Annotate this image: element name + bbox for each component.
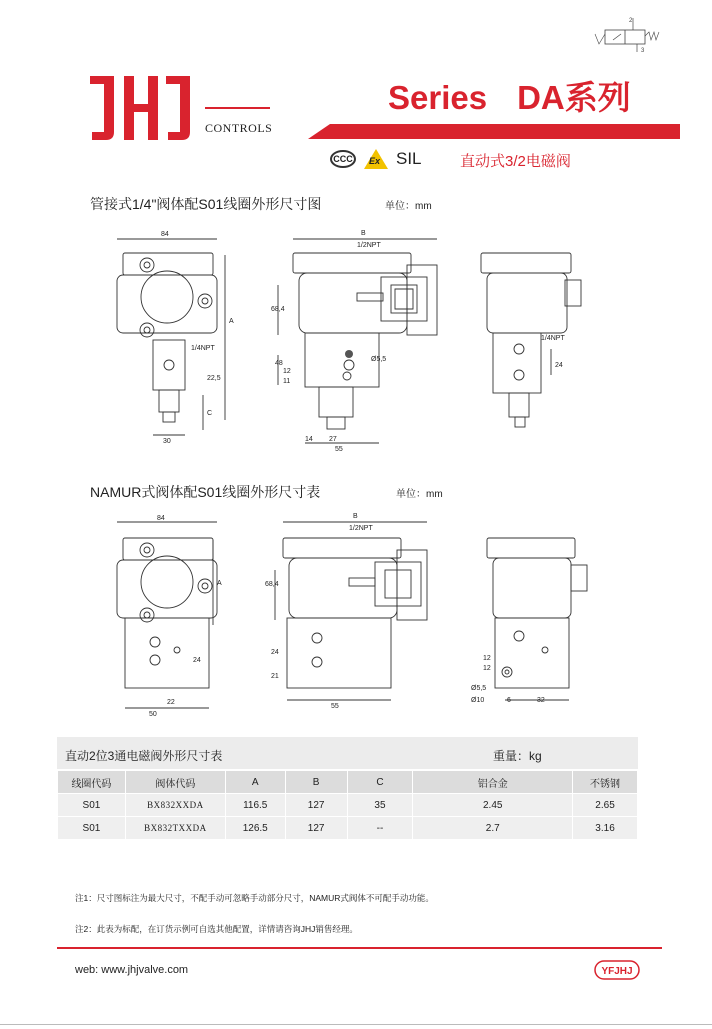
table-cell: 3.16	[573, 817, 638, 840]
col-header: C	[347, 771, 413, 794]
dim-right-npt-label: 1/4NPT	[541, 335, 565, 342]
logo-divider	[205, 107, 270, 109]
table-cell: S01	[58, 817, 126, 840]
series-name: DA系列	[517, 79, 631, 116]
col-header: 线圈代码	[58, 771, 126, 794]
dim-5-5-label: Ø5,5	[371, 356, 387, 363]
table-cell: BX832XXDA	[125, 794, 225, 817]
ex-cert-icon: Ex	[364, 149, 388, 169]
table-cell: BX832TXXDA	[125, 817, 225, 840]
namur-dim-6-label: 6	[507, 697, 511, 704]
section1-title: 管接式1/4"阀体配S01线圈外形尺寸图	[90, 196, 322, 212]
col-header: B	[285, 771, 347, 794]
table-cell: 35	[347, 794, 413, 817]
table-header-row	[58, 771, 638, 794]
namur-dim-55-label: 55	[331, 703, 339, 710]
table-title-row	[57, 737, 638, 770]
col-header: A	[225, 771, 285, 794]
dim-14-label: 14	[305, 436, 313, 443]
dim-48-label: 48	[275, 360, 283, 367]
title-red-band	[308, 124, 680, 139]
table-cell: 116.5	[225, 794, 285, 817]
namur-dim-22-label: 22	[167, 699, 175, 706]
dim-27-label: 27	[329, 436, 337, 443]
namur-dim-32-label: 32	[537, 697, 545, 704]
dim-a-label: A	[229, 318, 234, 325]
namur-dim-24b-label: 24	[271, 649, 279, 656]
table-cell: S01	[58, 794, 126, 817]
section2-title: NAMUR式阀体配S01线圈外形尺寸表	[90, 484, 321, 500]
namur-dim-12a-label: 12	[483, 655, 491, 662]
dim-24-label: 24	[555, 362, 563, 369]
dim-b-label: B	[361, 230, 366, 237]
dim-84-label: 84	[161, 231, 169, 238]
dim-half-npt-label: 1/2NPT	[357, 242, 381, 249]
svg-text:YFJHJ: YFJHJ	[601, 966, 633, 977]
dimension-table	[57, 737, 638, 840]
section1-unit: 单位：mm	[385, 201, 432, 212]
controls-label: CONTROLS	[205, 121, 273, 135]
namur-dim-b-label: B	[353, 513, 358, 520]
section1-drawing	[95, 225, 655, 455]
yfjhj-badge-icon	[594, 960, 640, 980]
dim-30-label: 30	[163, 438, 171, 445]
note-1: 注1：尺寸图标注为最大尺寸，不配手动可忽略手动部分尺寸，NAMUR式阀体不可配手动功能。	[75, 893, 434, 903]
table-row	[58, 794, 638, 817]
ccc-cert-icon: CCC	[330, 150, 356, 168]
section2-unit: 单位：mm	[396, 489, 443, 500]
col-header: 阀体代码	[125, 771, 225, 794]
col-header: 不锈钢	[573, 771, 638, 794]
namur-dim-5-5-label: Ø5,5	[471, 685, 487, 692]
website-link[interactable]: web: www.jhjvalve.com	[75, 964, 189, 976]
table-title: 直动2位3通电磁阀外形尺寸表	[65, 749, 223, 763]
table-cell: 127	[285, 817, 347, 840]
dim-12-label: 12	[283, 368, 291, 375]
table-cell: 127	[285, 794, 347, 817]
jhj-logo-mark	[86, 74, 194, 142]
col-header: 铝合金	[413, 771, 573, 794]
table-cell: 2.65	[573, 794, 638, 817]
table-cell: 126.5	[225, 817, 285, 840]
table-cell: --	[347, 817, 413, 840]
sil-cert-label: SIL	[396, 149, 422, 168]
namur-dim-84-label: 84	[157, 515, 165, 522]
page-bottom-line	[0, 1024, 712, 1025]
table-cell: 2.45	[413, 794, 573, 817]
dim-quarter-npt-label: 1/4NPT	[191, 345, 215, 352]
table-weight-label: 重量：kg	[493, 749, 542, 763]
table-cell: 2.7	[413, 817, 573, 840]
namur-dim-a-label: A	[217, 580, 222, 587]
namur-dim-68-4-label: 68,4	[265, 581, 279, 588]
footer-red-line	[57, 947, 662, 949]
namur-dim-21-label: 21	[271, 673, 279, 680]
series-label: Series	[388, 79, 488, 116]
namur-dim-12b-label: 12	[483, 665, 491, 672]
svg-text:3: 3	[641, 48, 645, 54]
namur-dim-24-label: 24	[193, 657, 201, 664]
section2-drawing	[95, 510, 655, 720]
svg-text:2: 2	[629, 18, 633, 24]
note-2: 注2：此表为标配，在订货示例可自选其他配置，详情请咨询JHJ销售经理。	[75, 924, 358, 934]
namur-dim-10-label: Ø10	[471, 697, 485, 704]
certification-row	[330, 148, 422, 170]
table-row	[58, 817, 638, 840]
dim-11-label: 11	[283, 378, 291, 385]
dim-22-5-label: 22,5	[207, 375, 221, 382]
dim-55-label: 55	[335, 446, 343, 453]
series-title	[388, 72, 631, 119]
product-subtitle: 直动式3/2电磁阀	[460, 153, 571, 170]
dim-68-4-label: 68,4	[271, 306, 285, 313]
namur-dim-50-label: 50	[149, 711, 157, 718]
namur-dim-half-npt-label: 1/2NPT	[349, 525, 373, 532]
valve-symbol-icon	[593, 14, 663, 54]
dim-c-label: C	[207, 410, 213, 417]
